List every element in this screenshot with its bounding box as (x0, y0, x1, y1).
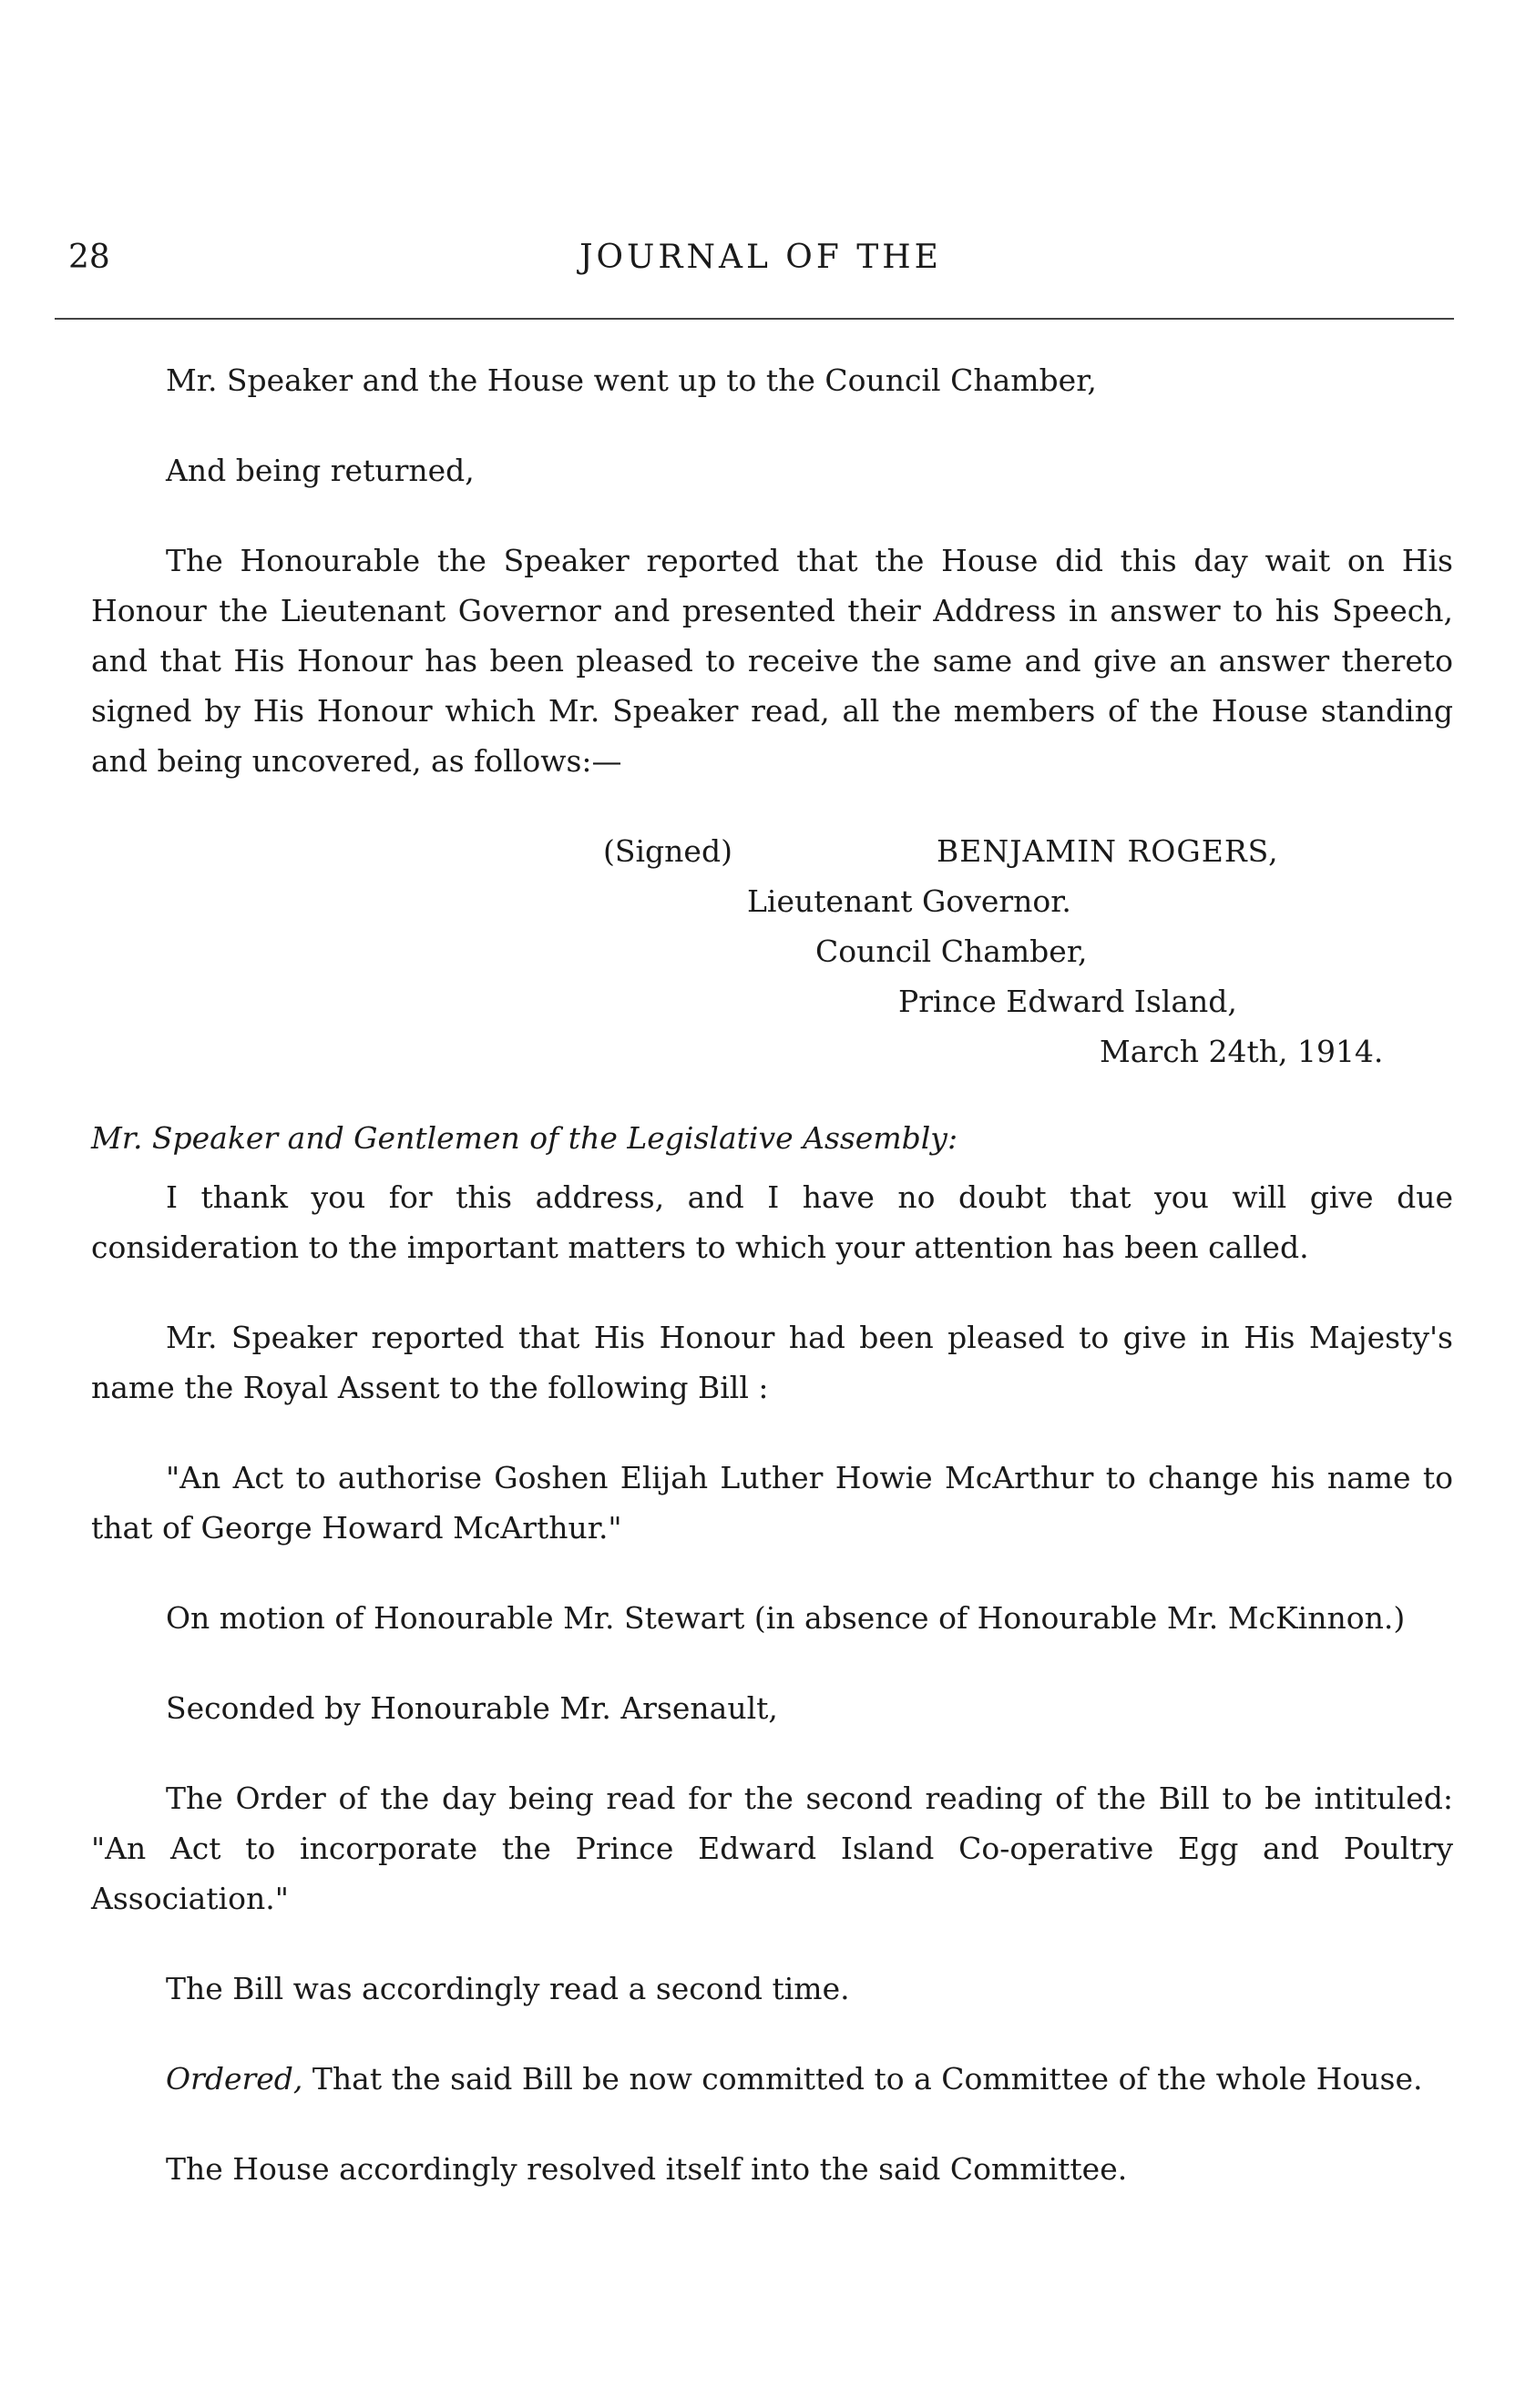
paragraph: The Honourable the Speaker reported that the House did this day wait on His Honour the Lieutenant Governor and presented their Address in answer to his Speech, and that His Honour has been pleased to receive the same and give an answer thereto signed by His Honour which Mr. Speaker read, all the members of the House standing and being uncovered, as follows:— (91, 543, 1453, 779)
journal-body (91, 355, 1453, 2194)
page-header (68, 239, 1453, 284)
signature-line (91, 826, 1453, 876)
page-number: 28 (68, 239, 110, 276)
ordered-label: Ordered, (166, 2061, 303, 2097)
header-rule (55, 318, 1454, 320)
signatory-name: BENJAMIN ROGERS, (937, 833, 1279, 869)
paragraph: I thank you for this address, and I have no doubt that you will give due consideration to the important matters to which your attention has been called. (91, 1179, 1453, 1265)
signature-date: March 24th, 1914. (1100, 1034, 1384, 1069)
place-council-chamber: Council Chamber, (815, 934, 1088, 969)
date-line (91, 1026, 1453, 1076)
paragraph: And being returned, (166, 453, 475, 488)
paragraph: On motion of Honourable Mr. Stewart (in absence of Honourable Mr. McKinnon.) (166, 1600, 1406, 1636)
paragraph: The House accordingly resolved itself into the said Committee. (166, 2151, 1128, 2187)
paragraph (91, 2054, 1453, 2104)
paragraph: Mr. Speaker and the House went up to the Council Chamber, (166, 362, 1097, 398)
place-line-2 (91, 976, 1453, 1026)
paragraph: Mr. Speaker reported that His Honour had been pleased to give in His Majesty's name the Royal Assent to the following Bill : (91, 1320, 1453, 1405)
ordered-text: That the said Bill be now committed to a Committee of the whole House. (302, 2061, 1423, 2097)
paragraph: The Bill was accordingly read a second time. (166, 1971, 850, 2006)
paragraph: "An Act to authorise Goshen Elijah Luther Howie McArthur to change his name to that of George Howard McArthur." (91, 1460, 1453, 1546)
salutation: Mr. Speaker and Gentlemen of the Legislative Assembly: (91, 1120, 958, 1156)
place-pei: Prince Edward Island, (898, 984, 1237, 1019)
signatory-title-line (91, 876, 1453, 926)
signed-label: (Signed) (603, 833, 732, 869)
paragraph: The Order of the day being read for the second reading of the Bill to be intituled: "An Act to incorporate the Prince Edward Island Co-operative Egg and Poultry Association." (91, 1780, 1453, 1916)
running-title: JOURNAL OF THE (579, 239, 942, 276)
place-line-1 (91, 926, 1453, 976)
paragraph: Seconded by Honourable Mr. Arsenault, (166, 1690, 778, 1726)
signatory-title: Lieutenant Governor. (747, 883, 1071, 919)
